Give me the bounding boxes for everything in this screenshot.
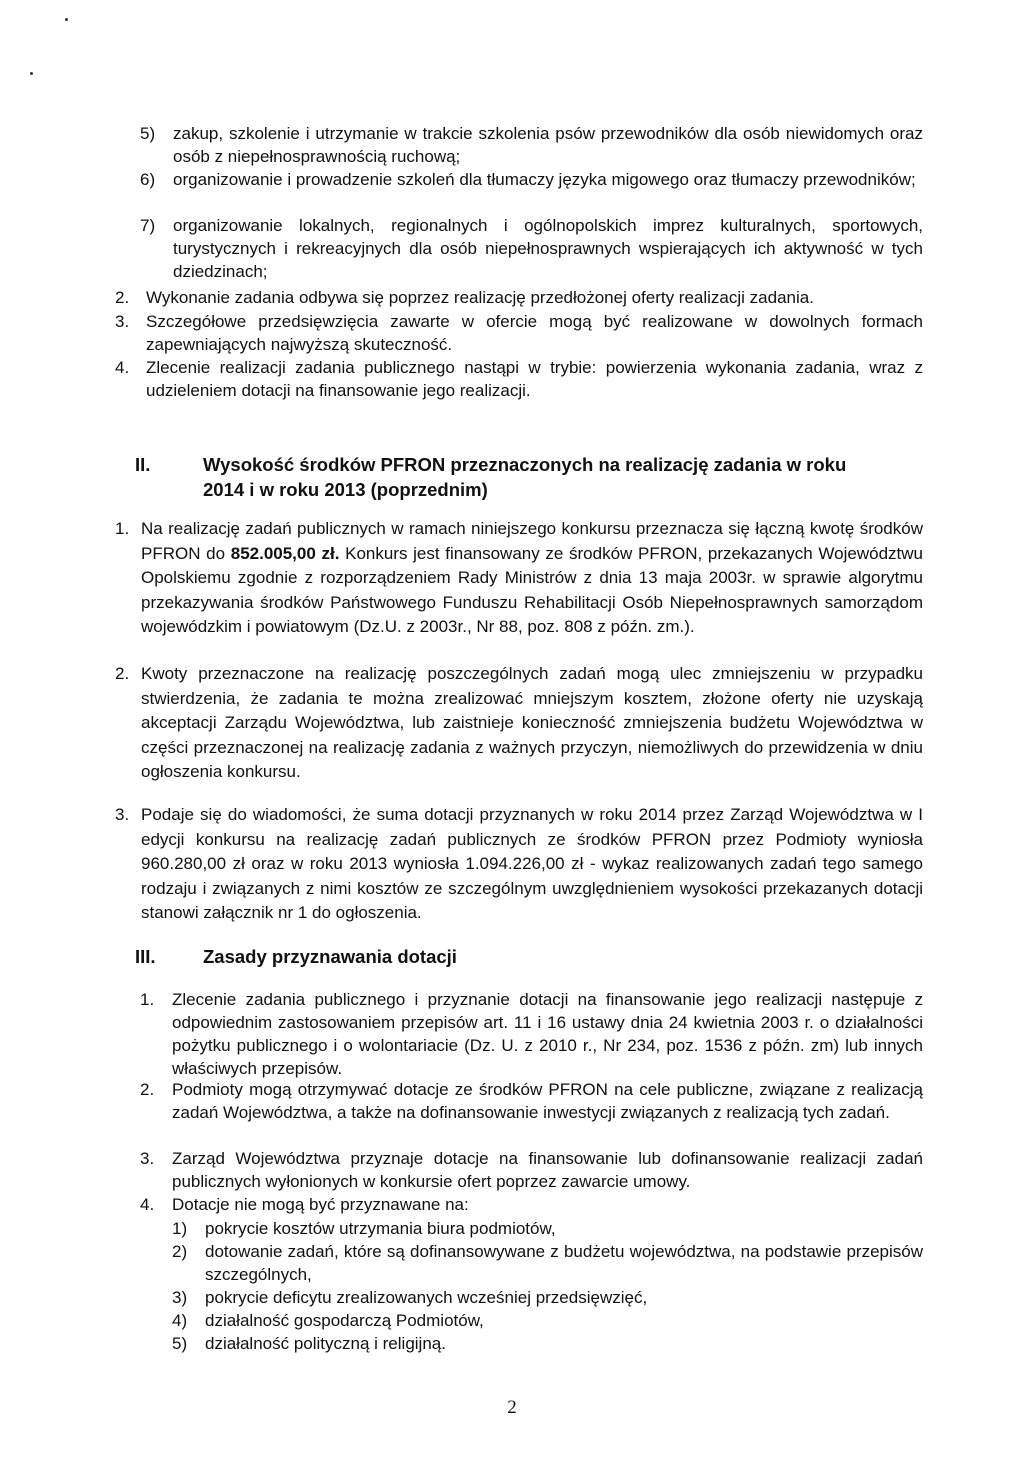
list-item-number: 2. xyxy=(115,288,130,307)
list-item-number: 5) xyxy=(172,1334,188,1353)
section-title xyxy=(203,452,846,502)
list-item xyxy=(140,988,923,1080)
scan-speck xyxy=(30,72,33,75)
list-item-text: pokrycie kosztów utrzymania biura podmiotów, xyxy=(205,1219,556,1238)
sub-list-item xyxy=(172,1217,923,1240)
list-item-text: działalność polityczną i religijną. xyxy=(205,1334,446,1353)
section-title: Zasady przyznawania dotacji xyxy=(203,946,457,967)
section-title-line: 2014 i w roku 2013 (poprzednim) xyxy=(203,479,488,500)
paragraph-text: Podaje się do wiadomości, że suma dotacji przyznanych w roku 2014 przez Zarząd Województwa w I edycji konkursu na realizację zadań publicznych ze środków PFRON przez Podmioty wyniosła 960.280,00 zł oraz w roku 2013 wyniosła 1.094.226,00 zł - wykaz realizowanych zadań tego samego rodzaju i związanych z nimi kosztów ze szczególnym uwzględnieniem wysokości przekazanych dotacji stanowi załącznik nr 1 do ogłoszenia. xyxy=(141,805,923,922)
sub-list-item xyxy=(172,1240,923,1286)
list-item-text: dotowanie zadań, które są dofinansowywane z budżetu województwa, na podstawie przepisów szczególnych, xyxy=(205,1242,923,1284)
section-number: III. xyxy=(135,946,156,967)
page-number: 2 xyxy=(507,1397,517,1418)
list-item-text: Zarząd Województwa przyznaje dotacje na finansowanie lub dofinansowanie realizacji zadań publicznych wyłonionych w konkursie ofert poprzez zawarcie umowy. xyxy=(172,1149,923,1191)
list-item-text: Podmioty mogą otrzymywać dotacje ze środków PFRON na cele publiczne, związane z realizacją zadań Województwa, a także na dofinansowanie inwestycji związanych z realizacją tych zadań. xyxy=(172,1080,923,1122)
paragraph-text xyxy=(141,517,923,640)
list-item xyxy=(115,356,923,402)
list-item-number: 1. xyxy=(140,990,155,1009)
section-title-line: Wysokość środków PFRON przeznaczonych na realizację zadania w roku xyxy=(203,454,847,475)
paragraph-text: Kwoty przeznaczone na realizację poszczególnych zadań mogą ulec zmniejszeniu w przypadku stwierdzenia, że zadania te można zrealizować mniejszym kosztem, złożone oferty nie uzyskają akceptacji Zarządu Województwa, lub zaistnieje konieczność zmniejszenia budżetu Województwa w części przeznaczonej na realizację zadania z ważnych przyczyn, niemożliwych do przewidzenia w dniu ogłoszenia konkursu. xyxy=(141,664,923,781)
list-item-text: działalność gospodarczą Podmiotów, xyxy=(205,1311,484,1330)
list-item-number: 1) xyxy=(172,1219,188,1238)
list-item-text: Wykonanie zadania odbywa się poprzez realizację przedłożonej oferty realizacji zadania. xyxy=(146,288,814,307)
paragraph-number: 1. xyxy=(115,519,130,538)
section-heading xyxy=(135,452,935,504)
list-item-number: 3) xyxy=(172,1288,188,1307)
list-item-text: pokrycie deficytu zrealizowanych wcześniej przedsięwzięć, xyxy=(205,1288,648,1307)
list-item-number: 5) xyxy=(140,124,156,143)
list-item-number: 2. xyxy=(140,1080,155,1099)
amount-value: 852.005,00 zł. xyxy=(230,543,340,563)
paragraph-number: 2. xyxy=(115,664,130,683)
list-item-text: Zlecenie realizacji zadania publicznego nastąpi w trybie: powierzenia wykonania zadania, wraz z udzieleniem dotacji na finansowanie jego realizacji. xyxy=(146,358,923,400)
section-heading xyxy=(135,944,735,970)
list-item xyxy=(140,168,923,191)
list-item-number: 4. xyxy=(115,358,130,377)
sub-list-item xyxy=(172,1286,923,1309)
list-item-text: Szczegółowe przedsięwzięcia zawarte w ofercie mogą być realizowane w dowolnych formach zapewniających najwyższą skuteczność. xyxy=(146,312,923,354)
list-item xyxy=(140,1147,923,1193)
list-item-number: 2) xyxy=(172,1242,188,1261)
list-item-number: 6) xyxy=(140,170,156,189)
paragraph xyxy=(115,662,923,785)
list-item-number: 3. xyxy=(140,1149,155,1168)
list-item-number: 3. xyxy=(115,312,130,331)
paragraph-text-part: Na realizację zadań publicznych w ramach niniejszego konkursu przeznacza się łączną kwotę środków PFRON do xyxy=(141,519,923,563)
list-item xyxy=(140,214,923,283)
list-item-number: 7) xyxy=(140,216,156,235)
paragraph-number: 3. xyxy=(115,805,130,824)
sub-list-item xyxy=(172,1332,923,1355)
sub-list-item xyxy=(172,1309,923,1332)
list-item xyxy=(140,1078,923,1124)
paragraph-text-part: Konkurs jest finansowany ze środków PFRON, przekazanych Województwu Opolskiemu zgodnie z rozporządzeniem Rady Ministrów z dnia 13 maja 2003r. w sprawie algorytmu przekazywania środków Państwowego Funduszu Rehabilitacji Osób Niepełnosprawnych samorządom wojewódzkim i powiatowym (Dz.U. z 2003r., Nr 88, poz. 808 z późn. zm.). xyxy=(141,543,923,636)
list-item-text: Zlecenie zadania publicznego i przyznanie dotacji na finansowanie jego realizacji następuje z odpowiednim zastosowaniem przepisów art. 11 i 16 ustawy dnia 24 kwietnia 2003 r. o działalności pożytku publicznego i o wolontariacie (Dz. U. z 2010 r., Nr 234, poz. 1536 z późn. zm) lub innych właściwych przepisów. xyxy=(172,990,923,1078)
list-item-text: Dotacje nie mogą być przyznawane na: xyxy=(172,1195,469,1214)
list-item-number: 4. xyxy=(140,1195,155,1214)
list-item xyxy=(115,286,923,309)
paragraph xyxy=(115,517,923,640)
list-item xyxy=(115,310,923,356)
list-item-text: organizowanie lokalnych, regionalnych i ogólnopolskich imprez kulturalnych, sportowych, turystycznych i rekreacyjnych dla osób niepełnosprawnych wspierających ich aktywność w tych dziedzinach; xyxy=(173,216,923,281)
scan-speck xyxy=(65,18,68,21)
paragraph xyxy=(115,803,923,926)
list-item xyxy=(140,122,923,168)
list-item-text: organizowanie i prowadzenie szkoleń dla tłumaczy języka migowego oraz tłumaczy przewodników; xyxy=(173,170,916,189)
section-number: II. xyxy=(135,454,151,475)
list-item-text: zakup, szkolenie i utrzymanie w trakcie szkolenia psów przewodników dla osób niewidomych oraz osób z niepełnosprawnością ruchową; xyxy=(173,124,923,166)
list-item xyxy=(140,1193,923,1216)
list-item-number: 4) xyxy=(172,1311,188,1330)
